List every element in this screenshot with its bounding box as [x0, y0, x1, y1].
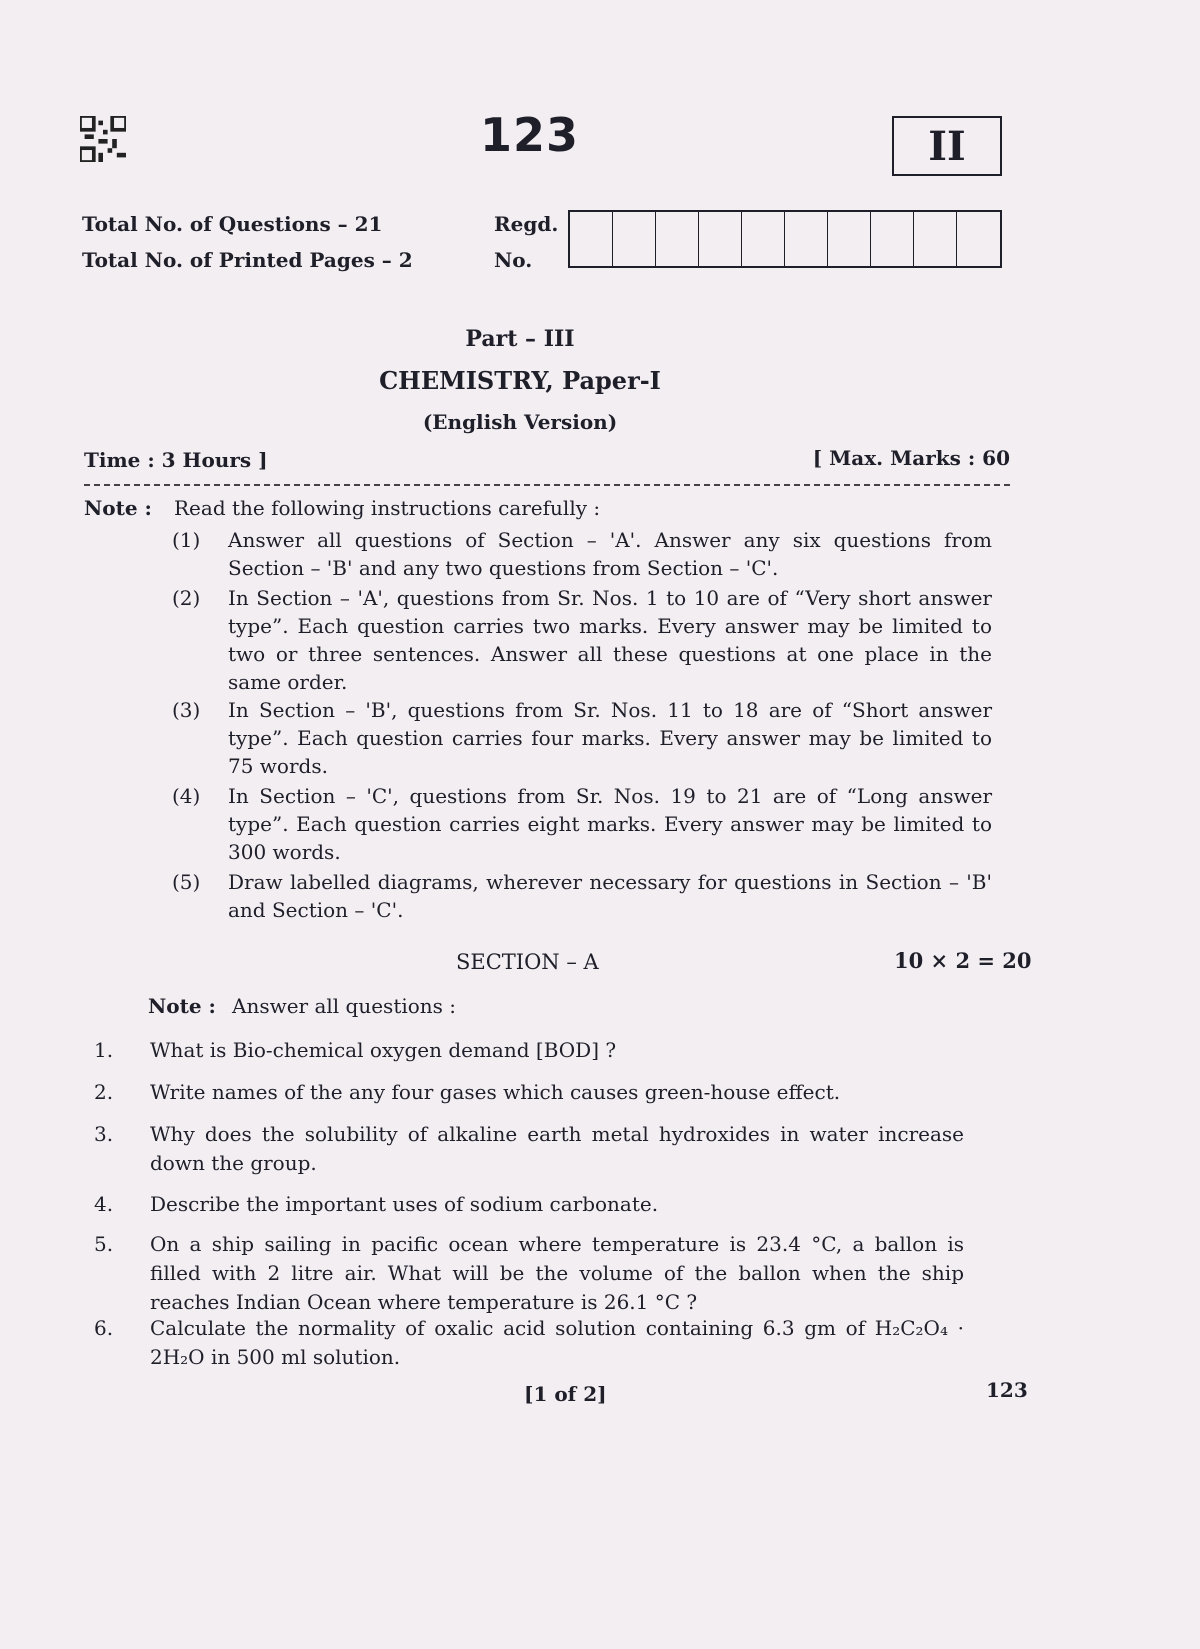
section-a-marks: 10 × 2 = 20	[894, 948, 1032, 973]
part-title: Part – III	[465, 326, 575, 352]
note-label: Note :	[84, 496, 152, 520]
question-item	[94, 1190, 964, 1219]
instruction-number: (5)	[172, 870, 201, 894]
question-text: What is Bio-chemical oxygen demand [BOD] ?	[150, 1038, 617, 1062]
section-a-note-text: Answer all questions :	[232, 994, 457, 1018]
instruction-item	[172, 696, 992, 780]
instruction-text: In Section – 'A', questions from Sr. Nos. 1 to 10 are of “Very short answer type”. Each question carries two marks. Every answer may be limited to two or three sentences. Answer all these questions at one place in the same order.	[228, 586, 992, 694]
regd-box[interactable]	[570, 212, 613, 266]
question-item	[94, 1230, 964, 1317]
regd-box[interactable]	[828, 212, 871, 266]
instruction-item	[172, 584, 992, 696]
instruction-text: In Section – 'B', questions from Sr. Nos. 11 to 18 are of “Short answer type”. Each question carries four marks. Every answer may be limited to 75 words.	[228, 698, 992, 778]
section-a-note-label: Note :	[148, 994, 216, 1018]
regd-box[interactable]	[785, 212, 828, 266]
instruction-text: Draw labelled diagrams, wherever necessary for questions in Section – 'B' and Section – 'C'.	[228, 870, 992, 922]
time-allowed: Time : 3 Hours ]	[84, 448, 268, 472]
regd-no-label: No.	[494, 248, 533, 272]
question-item	[94, 1314, 964, 1372]
question-text: Calculate the normality of oxalic acid solution containing 6.3 gm of H₂C₂O₄ · 2H₂O in 500 ml solution.	[150, 1316, 964, 1369]
section-a-title: SECTION – A	[456, 950, 599, 974]
regd-box[interactable]	[742, 212, 785, 266]
instruction-number: (4)	[172, 784, 201, 808]
language-version: (English Version)	[422, 410, 618, 434]
instruction-item	[172, 526, 992, 582]
question-item	[94, 1036, 964, 1065]
regd-box[interactable]	[914, 212, 957, 266]
instruction-number: (1)	[172, 528, 201, 552]
regd-box[interactable]	[613, 212, 656, 266]
version-box: II	[892, 116, 1002, 176]
max-marks: [ Max. Marks : 60	[812, 446, 1010, 470]
question-text: On a ship sailing in pacific ocean where temperature is 23.4 °C, a ballon is filled with 2 litre air. What will be the volume of the ballon when the ship reaches Indian Ocean where temperature is 26.1 °C ?	[150, 1232, 964, 1314]
regd-box[interactable]	[699, 212, 742, 266]
question-number: 1.	[94, 1038, 114, 1062]
question-number: 3.	[94, 1122, 114, 1146]
divider	[84, 484, 1010, 486]
registration-number-boxes[interactable]	[568, 210, 1002, 268]
question-number: 6.	[94, 1316, 114, 1340]
regd-box[interactable]	[871, 212, 914, 266]
subject-title: CHEMISTRY, Paper-I	[379, 366, 661, 395]
question-number: 2.	[94, 1080, 114, 1104]
instruction-item	[172, 782, 992, 866]
instruction-number: (2)	[172, 586, 201, 610]
question-number: 4.	[94, 1192, 114, 1216]
qr-code-icon	[80, 116, 126, 162]
instruction-text: Answer all questions of Section – 'A'. Answer any six questions from Section – 'B' and any two questions from Section – 'C'.	[228, 528, 992, 580]
regd-box[interactable]	[656, 212, 699, 266]
question-item	[94, 1120, 964, 1178]
instruction-item	[172, 868, 992, 924]
note-text: Read the following instructions carefully :	[174, 496, 601, 520]
total-questions: Total No. of Questions – 21	[82, 212, 383, 236]
total-pages: Total No. of Printed Pages – 2	[82, 248, 413, 272]
regd-box[interactable]	[957, 212, 1000, 266]
question-text: Describe the important uses of sodium carbonate.	[150, 1192, 659, 1216]
footer-paper-code: 123	[986, 1378, 1028, 1402]
question-number: 5.	[94, 1232, 114, 1256]
page-indicator: [1 of 2]	[524, 1382, 607, 1406]
paper-code: 123	[480, 108, 580, 162]
instruction-text: In Section – 'C', questions from Sr. Nos. 19 to 21 are of “Long answer type”. Each question carries eight marks. Every answer may be limited to 300 words.	[228, 784, 992, 864]
question-text: Write names of the any four gases which causes green-house effect.	[150, 1080, 841, 1104]
question-item	[94, 1078, 964, 1107]
instruction-number: (3)	[172, 698, 201, 722]
question-text: Why does the solubility of alkaline earth metal hydroxides in water increase down the group.	[150, 1122, 964, 1175]
regd-label: Regd.	[494, 212, 559, 236]
